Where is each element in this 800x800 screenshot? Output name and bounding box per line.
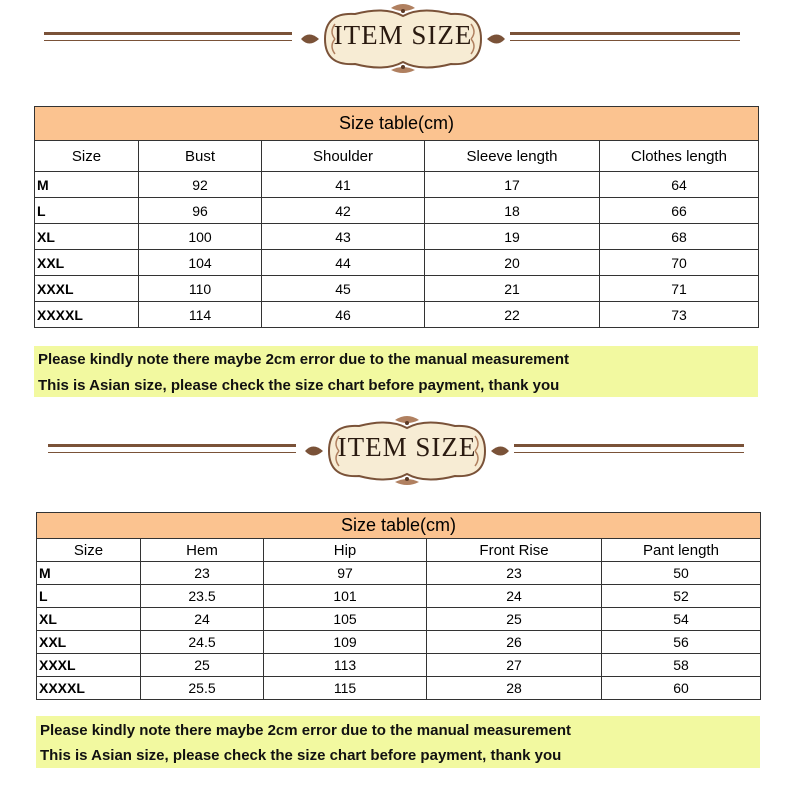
value-cell: 46 — [262, 302, 425, 328]
value-cell: 17 — [425, 172, 600, 198]
value-cell: 50 — [602, 562, 761, 585]
banner-rule-right — [510, 32, 740, 35]
value-cell: 68 — [600, 224, 759, 250]
size-cell: L — [37, 585, 141, 608]
banner-rule-right-thin — [510, 40, 740, 41]
value-cell: 24 — [427, 585, 602, 608]
size-cell: M — [35, 172, 139, 198]
value-cell: 52 — [602, 585, 761, 608]
value-cell: 97 — [264, 562, 427, 585]
value-cell: 58 — [602, 654, 761, 677]
size-cell: XL — [37, 608, 141, 631]
table-row — [37, 654, 761, 677]
note-line-1: Please kindly note there maybe 2cm error due to the manual measurement — [40, 722, 572, 739]
table-row — [37, 631, 761, 654]
value-cell: 23 — [427, 562, 602, 585]
table-caption: Size table(cm) — [37, 513, 761, 539]
column-header: Hem — [141, 539, 264, 562]
value-cell: 104 — [139, 250, 262, 276]
banner-rule-right-thin — [514, 452, 744, 453]
value-cell: 45 — [262, 276, 425, 302]
table-row — [35, 250, 759, 276]
value-cell: 27 — [427, 654, 602, 677]
value-cell: 100 — [139, 224, 262, 250]
value-cell: 66 — [600, 198, 759, 224]
size-cell: XXXL — [35, 276, 139, 302]
size-cell: M — [37, 562, 141, 585]
banner-rule-left — [44, 32, 292, 35]
table-row — [37, 585, 761, 608]
value-cell: 25.5 — [141, 677, 264, 700]
column-header: Pant length — [602, 539, 761, 562]
value-cell: 114 — [139, 302, 262, 328]
value-cell: 105 — [264, 608, 427, 631]
table-row — [35, 172, 759, 198]
value-cell: 24.5 — [141, 631, 264, 654]
value-cell: 23.5 — [141, 585, 264, 608]
bottom-size-table — [36, 512, 761, 700]
column-header: Size — [35, 141, 139, 172]
value-cell: 71 — [600, 276, 759, 302]
size-cell: XXL — [35, 250, 139, 276]
value-cell: 92 — [139, 172, 262, 198]
value-cell: 115 — [264, 677, 427, 700]
value-cell: 54 — [602, 608, 761, 631]
value-cell: 20 — [425, 250, 600, 276]
banner-rule-left — [48, 444, 296, 447]
size-note — [36, 716, 760, 768]
value-cell: 28 — [427, 677, 602, 700]
note-line-2: This is Asian size, please check the size chart before payment, thank you — [38, 377, 560, 394]
value-cell: 19 — [425, 224, 600, 250]
value-cell: 44 — [262, 250, 425, 276]
banner-rule-right — [514, 444, 744, 447]
value-cell: 21 — [425, 276, 600, 302]
column-header: Size — [37, 539, 141, 562]
value-cell: 25 — [427, 608, 602, 631]
size-note — [34, 346, 758, 397]
table-row — [37, 562, 761, 585]
value-cell: 101 — [264, 585, 427, 608]
size-cell: L — [35, 198, 139, 224]
banner-rule-left-thin — [48, 452, 296, 453]
item-size-banner — [0, 412, 800, 488]
banner-title: ITEM SIZE — [337, 432, 477, 462]
value-cell: 64 — [600, 172, 759, 198]
column-header: Shoulder — [262, 141, 425, 172]
banner-title: ITEM SIZE — [333, 20, 473, 50]
value-cell: 70 — [600, 250, 759, 276]
top-size-table — [34, 106, 759, 328]
column-header: Clothes length — [600, 141, 759, 172]
note-line-1: Please kindly note there maybe 2cm error due to the manual measurement — [38, 351, 570, 368]
table-caption: Size table(cm) — [35, 107, 759, 141]
banner-rule-left-thin — [44, 40, 292, 41]
value-cell: 25 — [141, 654, 264, 677]
value-cell: 60 — [602, 677, 761, 700]
column-header: Sleeve length — [425, 141, 600, 172]
value-cell: 42 — [262, 198, 425, 224]
value-cell: 56 — [602, 631, 761, 654]
size-cell: XXXL — [37, 654, 141, 677]
item-size-banner — [0, 0, 800, 76]
table-row — [35, 302, 759, 328]
value-cell: 41 — [262, 172, 425, 198]
value-cell: 109 — [264, 631, 427, 654]
column-header: Front Rise — [427, 539, 602, 562]
table-row — [35, 224, 759, 250]
table-row — [35, 276, 759, 302]
size-cell: XXXXL — [35, 302, 139, 328]
size-cell: XXXXL — [37, 677, 141, 700]
value-cell: 96 — [139, 198, 262, 224]
value-cell: 22 — [425, 302, 600, 328]
table-row — [35, 198, 759, 224]
size-cell: XL — [35, 224, 139, 250]
value-cell: 26 — [427, 631, 602, 654]
column-header: Bust — [139, 141, 262, 172]
value-cell: 24 — [141, 608, 264, 631]
value-cell: 113 — [264, 654, 427, 677]
table-row — [37, 677, 761, 700]
value-cell: 43 — [262, 224, 425, 250]
size-cell: XXL — [37, 631, 141, 654]
value-cell: 18 — [425, 198, 600, 224]
note-line-2: This is Asian size, please check the size chart before payment, thank you — [40, 747, 562, 764]
column-header: Hip — [264, 539, 427, 562]
value-cell: 110 — [139, 276, 262, 302]
value-cell: 23 — [141, 562, 264, 585]
value-cell: 73 — [600, 302, 759, 328]
table-row — [37, 608, 761, 631]
